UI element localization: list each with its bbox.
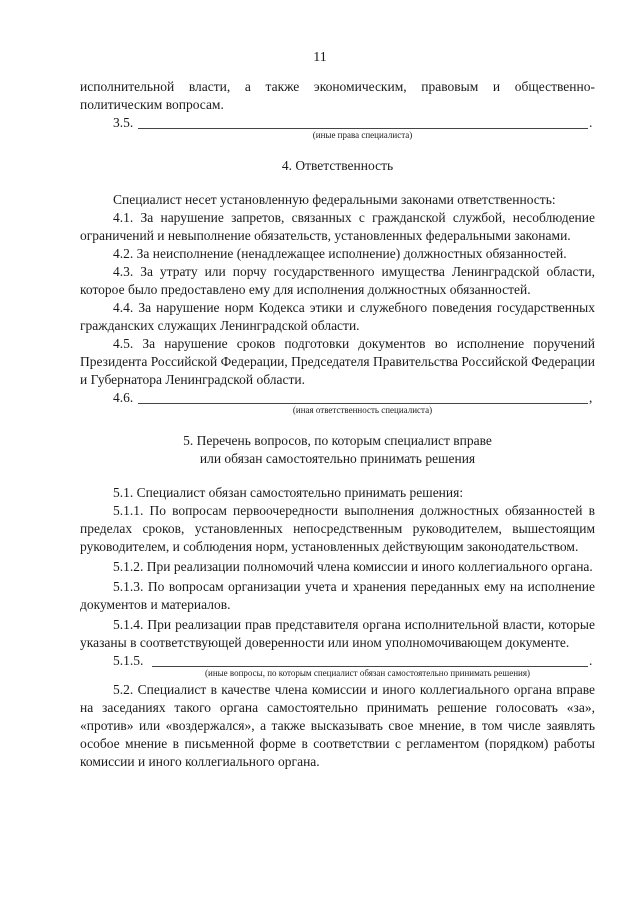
item-number-4-6: 4.6.: [113, 390, 134, 405]
paragraph-4-1: 4.1. За нарушение запретов, связанных с гражданской службой, несоблюдение ограничений и невыполнение обязательств, установленных федеральными законами.: [80, 210, 595, 243]
fill-period: .: [589, 653, 593, 668]
item-number-3-5: 3.5.: [113, 115, 134, 130]
paragraph-4-2: 4.2. За неисполнение (ненадлежащее исполнение) должностных обязанностей.: [113, 246, 567, 261]
paragraph-5-1-3: 5.1.3. По вопросам организации учета и хранения переданных ему на исполнение документов и материалов.: [80, 579, 595, 612]
field-note-5-1-5: (иные вопросы, по которым специалист обязан самостоятельно принимать решения): [205, 668, 530, 678]
paragraph-4-3: 4.3. За утрату или порчу государственного имущества Ленинградской области, которое было предоставлено ему для исполнения должностных обязанностей.: [80, 264, 595, 297]
paragraph-5-1-1: 5.1.1. По вопросам первоочередности выполнения должностных обязанностей в пределах сроков, установленных непосредственным руководителем, вышестоящим руководителем, и соблюдения норм, установленных действующим законодательством.: [80, 503, 595, 554]
section-title-5-line2: или обязан самостоятельно принимать решения: [199, 451, 476, 466]
fill-line: [152, 666, 588, 667]
field-note-3-5: (иные права специалиста): [312, 130, 413, 140]
fill-row-4-6: [80, 389, 595, 407]
paragraph-4-4: 4.4. За нарушение норм Кодекса этики и служебного поведения государственных гражданских служащих Ленинградской области.: [80, 300, 595, 333]
item-number-5-1-5: 5.1.5.: [113, 653, 144, 668]
fill-line: [138, 128, 588, 129]
page-number: 11: [313, 50, 327, 65]
paragraph-5-1-2: 5.1.2. При реализации полномочий члена комиссии и иного коллегиального органа.: [113, 559, 593, 574]
fill-period: .: [589, 115, 593, 130]
paragraph-5-2: 5.2. Специалист в качестве члена комиссии и иного коллегиального органа вправе на заседаниях такого органа самостоятельно принимать решение голосовать «за», «против» или «воздержался», а также высказывать свое мнение, в том числе заявлять особое мнение в письменной форме в соответствии с регламентом (порядком) работы комиссии и иного коллегиального органа.: [80, 682, 595, 769]
section-title-4: 4. Ответственность: [281, 158, 394, 173]
field-note-4-6: (иная ответственность специалиста): [292, 405, 433, 415]
paragraph-5-1: 5.1. Специалист обязан самостоятельно принимать решения:: [113, 485, 464, 500]
paragraph-5-1-4: 5.1.4. При реализации прав представителя органа исполнительной власти, которые указаны в соответствующей доверенности или ином уполномочивающем документе.: [80, 617, 595, 650]
fill-comma: ,: [589, 390, 593, 405]
fill-line: [138, 403, 588, 404]
paragraph-4-intro: Специалист несет установленную федеральными законами ответственность:: [113, 192, 556, 207]
paragraph-continuation-end: политическим вопросам.: [80, 97, 224, 112]
fill-row-5-1-5: [80, 652, 595, 670]
fill-row-3-5: [80, 114, 595, 132]
section-title-5-line1: 5. Перечень вопросов, по которым специалист вправе: [183, 433, 492, 448]
paragraph-4-5: 4.5. За нарушение сроков подготовки документов во исполнение поручений Президента Российской Федерации, Председателя Правительства Российской Федерации и Губернатора Ленинградской области.: [80, 336, 596, 387]
document-body: [80, 78, 595, 771]
paragraph-continuation: исполнительной власти, а также экономическим, правовым и общественно-: [80, 79, 595, 94]
